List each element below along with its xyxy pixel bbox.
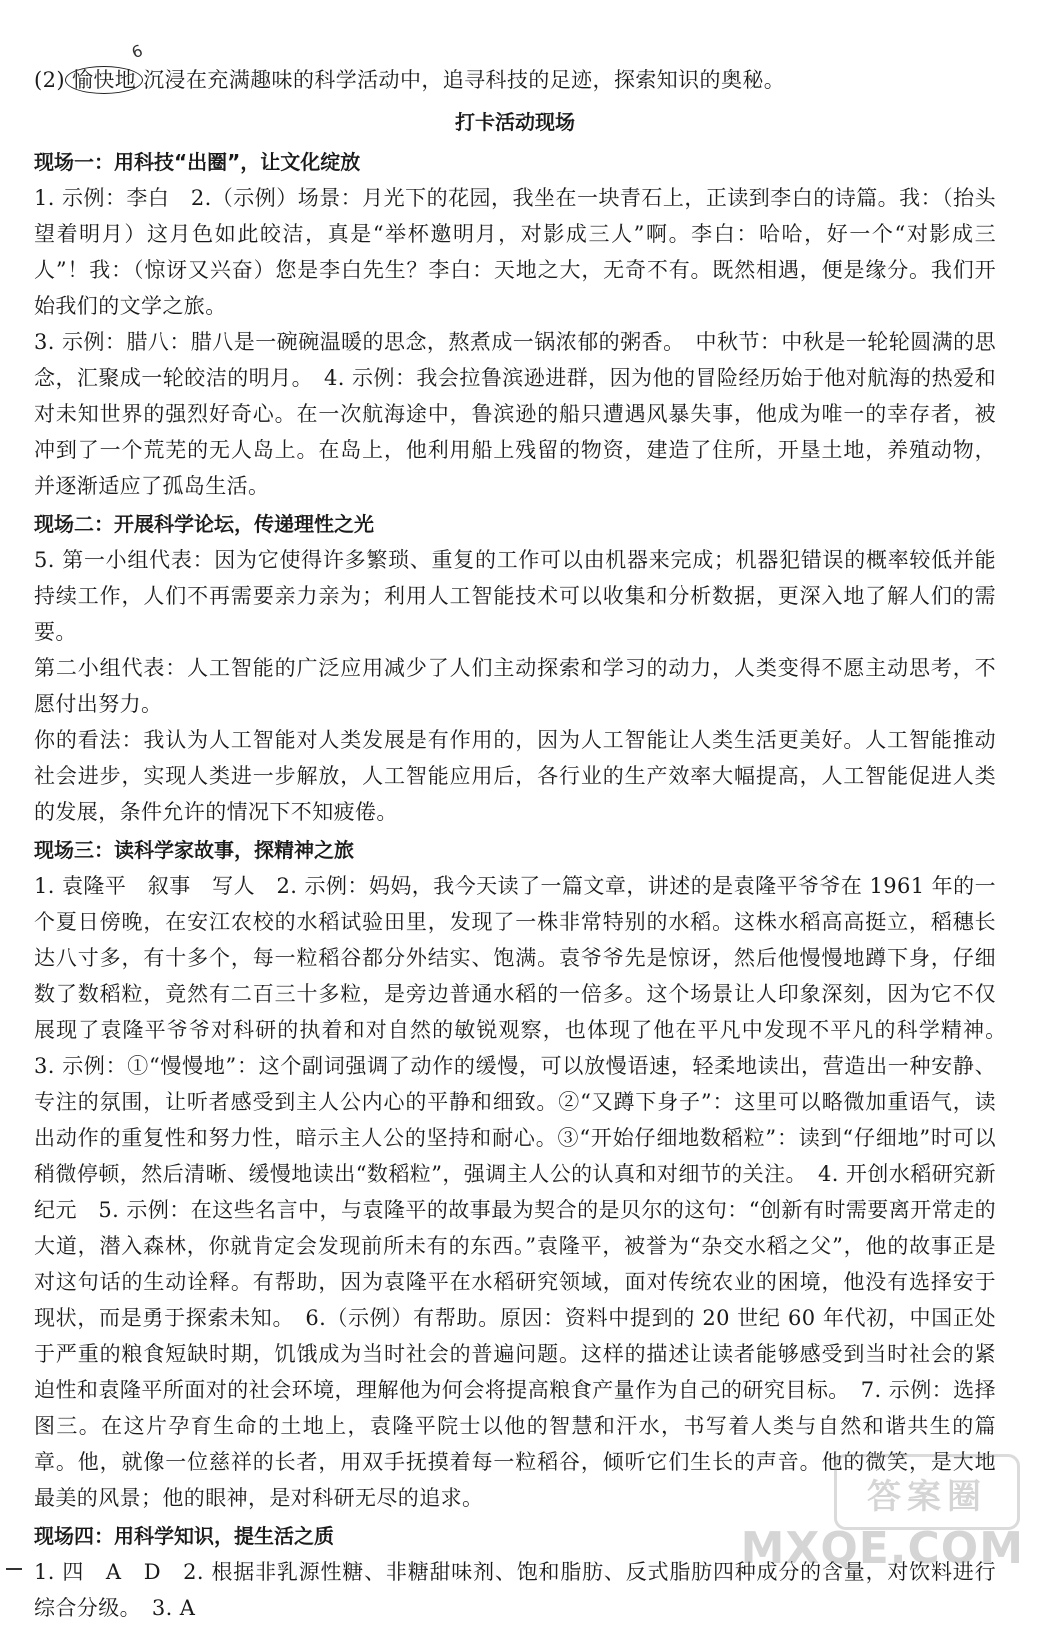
watermark-logo <box>740 1454 1024 1574</box>
section-2-paragraph-2: 第二小组代表：人工智能的广泛应用减少了人们主动探索和学习的动力，人类变得不愿主动思考，不愿付出努力。 <box>34 656 996 716</box>
section-3-paragraph-1: 1. 袁隆平 叙事 写人 2. 示例：妈妈，我今天读了一篇文章，讲述的是袁隆平爷爷在 1961 年的一个夏日傍晚，在安江农校的水稻试验田里，发现了一株非常特别的水稻。这株水稻高高挺立，稻穗长达八寸多，有十多个，每一粒稻谷都分外结实、饱满。袁爷爷先是惊讶，然后他慢慢地蹲下身，仔细数了数稻粒，竟然有二百三十多粒，是旁边普通水稻的一倍多。这个场景让人印象深刻，因为它不仅展现了袁隆平爷爷对科研的执着和对自然的敏锐观察，也体现了他在平凡中发现不平凡的科学精神。 3. 示例：①“慢慢地”：这个副词强调了动作的缓慢，可以放慢语速，轻柔地读出，营造出一种安静、专注的氛围，让听者感受到主人公内心的平静和细致。②“又蹲下身子”：这里可以略微加重语气，读出动作的重复性和努力性，暗示主人公的坚持和耐心。③“开始仔细地数稻粒”：读到“仔细地”时可以稍微停顿，然后清晰、缓慢地读出“数稻粒”，强调主人公的认真和对细节的关注。 4. 开创水稻研究新纪元 5. 示例：在这些名言中，与袁隆平的故事最为契合的是贝尔的这句：“创新有时需要离开常走的大道，潜入森林，你就肯定会发现前所未有的东西。”袁隆平，被誉为“杂交水稻之父”，他的故事正是对这句话的生动诠释。有帮助，因为袁隆平在水稻研究领域，面对传统农业的困境，他没有选择安于现状，而是勇于探索未知。 6.（示例）有帮助。原因：资料中提到的 20 世纪 60 年代初，中国正处于严重的粮食短缺时期，饥饿成为当时社会的普遍问题。这样的描述让读者能够感受到当时社会的紧迫性和袁隆平所面对的社会环境，理解他为何会将提高粮食产量作为自己的研究目标。 7. 示例：选择图三。在这片孕育生命的土地上，袁隆平院士以他的智慧和汗水，书写着人类与自然和谐共生的篇章。他，就像一位慈祥的长者，用双手抚摸着每一粒稻谷，倾听它们生长的声音。他的微笑，是大地最美的风景；他的眼神，是对科研无尽的追求。 <box>34 874 1018 1510</box>
section-1-heading: 现场一：用科技“出圈”，让文化绽放 <box>34 150 361 174</box>
section-1-paragraph-2: 3. 示例：腊八：腊八是一碗碗温暖的思念，熬煮成一锅浓郁的粥香。 中秋节：中秋是一轮轮圆满的思念，汇聚成一轮皎洁的明月。 4. 示例：我会拉鲁滨逊进群，因为他的冒险经历始于他对航海的热爱和对未知世界的强烈好奇心。在一次航海途中，鲁滨逊的船只遭遇风暴失事，他成为唯一的幸存者，被冲到了一个荒芜的无人岛上。在岛上，他利用船上残留的物资，建造了住所，开垦土地，养殖动物，并逐渐适应了孤岛生活。 <box>34 330 996 498</box>
intro-prefix: (2) <box>34 68 65 92</box>
circled-word: 愉快地 <box>65 66 143 94</box>
intro-rest: 沉浸在充满趣味的科学活动中，追寻科技的足迹，探索知识的奥秘。 <box>143 68 786 92</box>
answer-page <box>34 62 1018 1626</box>
watermark-site-text: MXQE.COM <box>740 1523 1024 1574</box>
section-4-paragraph-1: 1. 四 A D 2. 根据非乳源性糖、非糖甜味剂、饱和脂肪、反式脂肪四种成分的含量，对饮料进行综合分级。 3. A <box>34 1560 996 1620</box>
watermark-box <box>834 1454 1020 1530</box>
margin-dash <box>6 1568 22 1570</box>
intro-line <box>34 62 996 98</box>
watermark-seal-text: 答案圈 <box>867 1477 987 1517</box>
section-2-heading: 现场二：开展科学论坛，传递理性之光 <box>34 512 374 536</box>
section-4-heading: 现场四：用科学知识，提生活之质 <box>34 1524 334 1548</box>
handwritten-mark: 6 <box>129 40 146 63</box>
section-2-paragraph-3: 你的看法：我认为人工智能对人类发展是有作用的，因为人工智能让人类生活更美好。人工智能推动社会进步，实现人类进一步解放，人工智能应用后，各行业的生产效率大幅提高，人工智能促进人类的发展，条件允许的情况下不知疲倦。 <box>34 728 996 824</box>
section-2-paragraph-1: 5. 第一小组代表：因为它使得许多繁琐、重复的工作可以由机器来完成；机器犯错误的概率较低并能持续工作，人们不再需要亲力亲为；利用人工智能技术可以收集和分析数据，更深入地了解人们的需要。 <box>34 548 996 644</box>
section-3-heading: 现场三：读科学家故事，探精神之旅 <box>34 838 354 862</box>
page-title: 打卡活动现场 <box>455 110 575 134</box>
section-1-paragraph-1: 1. 示例：李白 2.（示例）场景：月光下的花园，我坐在一块青石上，正读到李白的诗篇。我：（抬头望着明月）这月色如此皎洁，真是“举杯邀明月，对影成三人”啊。李白：哈哈，好一个“对影成三人”！我：（惊讶又兴奋）您是李白先生？李白：天地之大，无奇不有。既然相遇，便是缘分。我们开始我们的文学之旅。 <box>34 186 996 318</box>
